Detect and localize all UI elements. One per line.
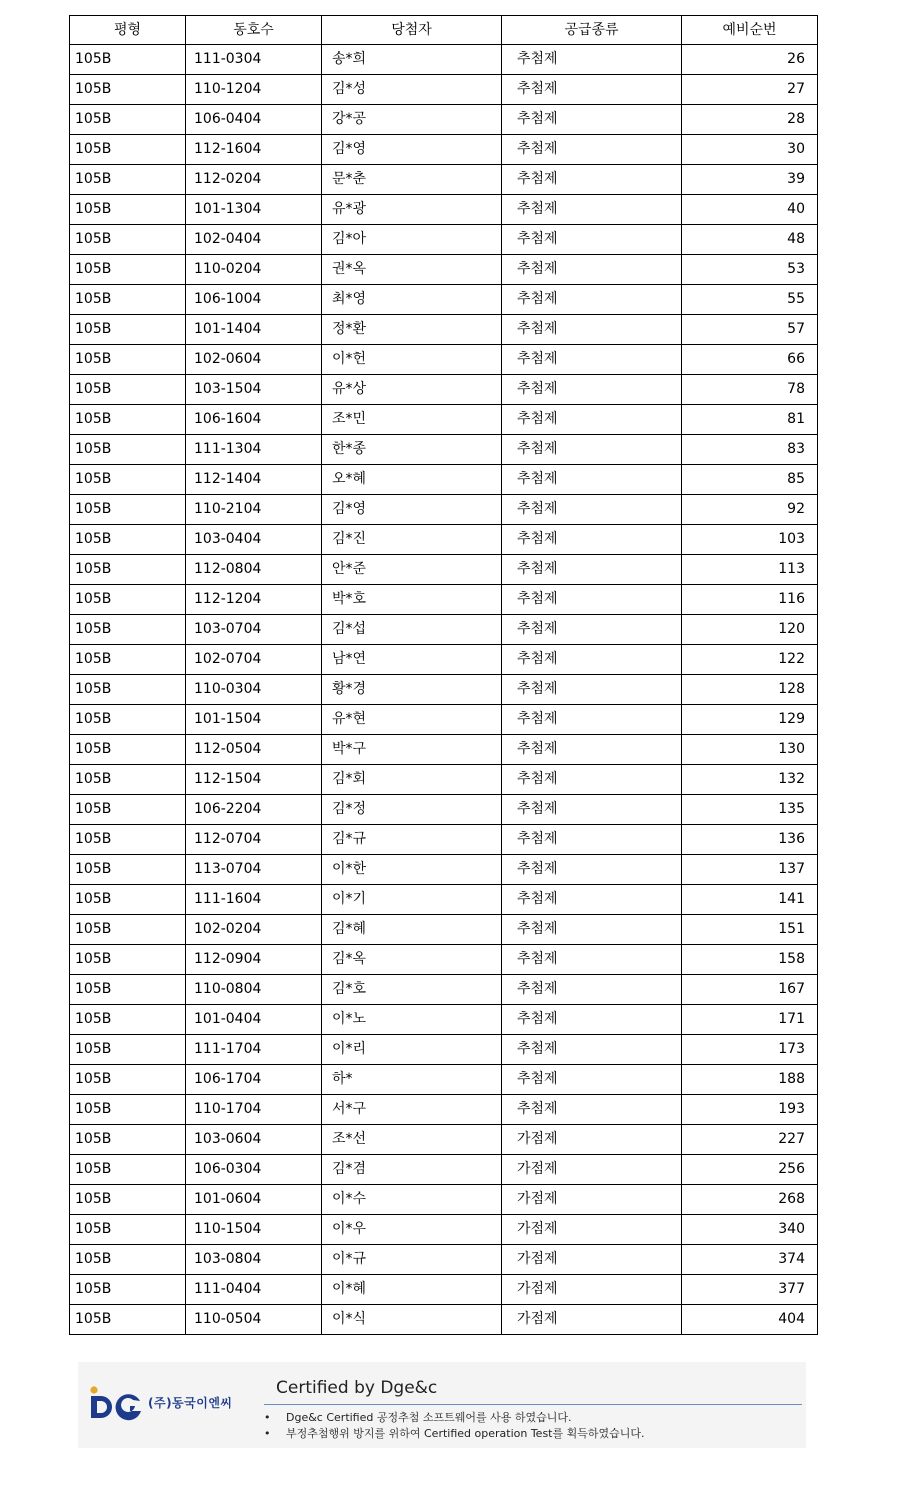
cell-reserve-order: 26	[682, 45, 818, 75]
cell-supply-type: 가점제	[502, 1185, 682, 1215]
table-row	[70, 135, 818, 165]
cell-unit-number: 112-1204	[186, 585, 322, 615]
cell-reserve-order: 122	[682, 645, 818, 675]
cell-unit-number: 112-1604	[186, 135, 322, 165]
cell-winner: 박*구	[322, 735, 502, 765]
winner-list-table	[69, 15, 818, 1335]
table-row	[70, 1155, 818, 1185]
cell-supply-type: 추첨제	[502, 75, 682, 105]
cell-unit-number: 106-1704	[186, 1065, 322, 1095]
table-row	[70, 195, 818, 225]
cell-winner: 문*춘	[322, 165, 502, 195]
certification-notes	[264, 1410, 645, 1442]
cell-winner: 오*혜	[322, 465, 502, 495]
cell-winner: 김*혜	[322, 915, 502, 945]
table-row	[70, 1095, 818, 1125]
cell-reserve-order: 256	[682, 1155, 818, 1185]
cell-supply-type: 추첨제	[502, 1065, 682, 1095]
cell-unit-number: 110-1704	[186, 1095, 322, 1125]
cell-size-type: 105B	[70, 135, 186, 165]
cell-winner: 이*헌	[322, 345, 502, 375]
table-row	[70, 675, 818, 705]
cell-winner: 김*회	[322, 765, 502, 795]
cell-supply-type: 추첨제	[502, 675, 682, 705]
cell-unit-number: 102-0704	[186, 645, 322, 675]
cell-reserve-order: 27	[682, 75, 818, 105]
cell-size-type: 105B	[70, 1305, 186, 1335]
table-row	[70, 375, 818, 405]
cell-reserve-order: 227	[682, 1125, 818, 1155]
cell-unit-number: 103-1504	[186, 375, 322, 405]
table-row	[70, 735, 818, 765]
cell-unit-number: 112-0804	[186, 555, 322, 585]
cell-winner: 김*진	[322, 525, 502, 555]
cell-winner: 김*섭	[322, 615, 502, 645]
table-row	[70, 645, 818, 675]
table-row	[70, 855, 818, 885]
cell-unit-number: 111-1304	[186, 435, 322, 465]
certification-note: • 부정추첨행위 방지를 위하여 Certified operation Test를 획득하였습니다.	[264, 1426, 645, 1442]
cell-winner: 이*리	[322, 1035, 502, 1065]
cell-winner: 김*아	[322, 225, 502, 255]
cell-supply-type: 추첨제	[502, 885, 682, 915]
cell-reserve-order: 136	[682, 825, 818, 855]
cell-size-type: 105B	[70, 885, 186, 915]
table-row	[70, 825, 818, 855]
table-row	[70, 915, 818, 945]
cell-unit-number: 103-0604	[186, 1125, 322, 1155]
cell-size-type: 105B	[70, 735, 186, 765]
cell-size-type: 105B	[70, 375, 186, 405]
cell-size-type: 105B	[70, 45, 186, 75]
cell-size-type: 105B	[70, 285, 186, 315]
cell-unit-number: 112-1504	[186, 765, 322, 795]
cell-supply-type: 추첨제	[502, 315, 682, 345]
company-logo	[88, 1382, 233, 1422]
certification-note: • Dge&c Certified 공정추첨 소프트웨어를 사용 하였습니다.	[264, 1410, 645, 1426]
company-name: (주)동국이엔씨	[148, 1395, 233, 1410]
header-cell-size-type: 평형	[70, 16, 186, 45]
cell-reserve-order: 340	[682, 1215, 818, 1245]
cell-unit-number: 112-1404	[186, 465, 322, 495]
cell-size-type: 105B	[70, 705, 186, 735]
cell-unit-number: 102-0404	[186, 225, 322, 255]
cell-winner: 유*광	[322, 195, 502, 225]
cell-size-type: 105B	[70, 855, 186, 885]
cell-reserve-order: 28	[682, 105, 818, 135]
cell-size-type: 105B	[70, 225, 186, 255]
cell-size-type: 105B	[70, 1275, 186, 1305]
cell-unit-number: 103-0404	[186, 525, 322, 555]
table-row	[70, 315, 818, 345]
cell-winner: 이*규	[322, 1245, 502, 1275]
cell-reserve-order: 141	[682, 885, 818, 915]
cell-winner: 송*희	[322, 45, 502, 75]
cell-unit-number: 112-0504	[186, 735, 322, 765]
cell-winner: 한*종	[322, 435, 502, 465]
cell-supply-type: 가점제	[502, 1215, 682, 1245]
cell-reserve-order: 137	[682, 855, 818, 885]
cell-unit-number: 110-0304	[186, 675, 322, 705]
cell-unit-number: 103-0804	[186, 1245, 322, 1275]
table-row	[70, 285, 818, 315]
cell-supply-type: 추첨제	[502, 405, 682, 435]
cell-reserve-order: 30	[682, 135, 818, 165]
cell-size-type: 105B	[70, 105, 186, 135]
table-row	[70, 45, 818, 75]
cell-winner: 이*수	[322, 1185, 502, 1215]
table-row	[70, 1245, 818, 1275]
certification-panel	[78, 1362, 806, 1448]
cell-size-type: 105B	[70, 435, 186, 465]
certification-title: Certified by Dge&c	[276, 1378, 438, 1398]
table-row	[70, 405, 818, 435]
cell-reserve-order: 92	[682, 495, 818, 525]
cell-supply-type: 가점제	[502, 1245, 682, 1275]
cell-supply-type: 추첨제	[502, 225, 682, 255]
table-row	[70, 1305, 818, 1335]
cell-reserve-order: 268	[682, 1185, 818, 1215]
table-row	[70, 345, 818, 375]
cell-size-type: 105B	[70, 975, 186, 1005]
cell-supply-type: 추첨제	[502, 975, 682, 1005]
cell-winner: 이*한	[322, 855, 502, 885]
table-row	[70, 1065, 818, 1095]
cell-size-type: 105B	[70, 195, 186, 225]
cell-size-type: 105B	[70, 75, 186, 105]
cell-size-type: 105B	[70, 765, 186, 795]
table-row	[70, 765, 818, 795]
cell-size-type: 105B	[70, 1215, 186, 1245]
cell-winner: 이*노	[322, 1005, 502, 1035]
cell-winner: 김*겸	[322, 1155, 502, 1185]
table-row	[70, 1185, 818, 1215]
cell-supply-type: 추첨제	[502, 615, 682, 645]
cell-size-type: 105B	[70, 945, 186, 975]
cell-winner: 김*호	[322, 975, 502, 1005]
cell-supply-type: 추첨제	[502, 255, 682, 285]
cell-reserve-order: 53	[682, 255, 818, 285]
cell-unit-number: 106-1604	[186, 405, 322, 435]
cell-supply-type: 추첨제	[502, 435, 682, 465]
cell-unit-number: 101-0604	[186, 1185, 322, 1215]
cell-winner: 이*우	[322, 1215, 502, 1245]
cell-reserve-order: 66	[682, 345, 818, 375]
table-row	[70, 165, 818, 195]
cell-size-type: 105B	[70, 345, 186, 375]
table-row	[70, 555, 818, 585]
cell-unit-number: 111-1704	[186, 1035, 322, 1065]
cell-reserve-order: 83	[682, 435, 818, 465]
cell-winner: 박*호	[322, 585, 502, 615]
cell-winner: 권*옥	[322, 255, 502, 285]
cell-winner: 하*	[322, 1065, 502, 1095]
table-header	[70, 16, 818, 45]
cell-supply-type: 추첨제	[502, 735, 682, 765]
table-row	[70, 795, 818, 825]
cell-unit-number: 111-0304	[186, 45, 322, 75]
table-body	[70, 45, 818, 1335]
cell-winner: 황*경	[322, 675, 502, 705]
cell-reserve-order: 48	[682, 225, 818, 255]
header-row	[70, 16, 818, 45]
cell-size-type: 105B	[70, 405, 186, 435]
table-row	[70, 105, 818, 135]
cell-reserve-order: 377	[682, 1275, 818, 1305]
cell-winner: 김*성	[322, 75, 502, 105]
table-row	[70, 465, 818, 495]
cell-winner: 이*식	[322, 1305, 502, 1335]
cell-reserve-order: 55	[682, 285, 818, 315]
cell-supply-type: 추첨제	[502, 165, 682, 195]
cell-supply-type: 추첨제	[502, 465, 682, 495]
cell-supply-type: 추첨제	[502, 1095, 682, 1125]
cell-size-type: 105B	[70, 1035, 186, 1065]
cell-supply-type: 가점제	[502, 1275, 682, 1305]
cell-reserve-order: 188	[682, 1065, 818, 1095]
cell-size-type: 105B	[70, 525, 186, 555]
cell-unit-number: 111-1604	[186, 885, 322, 915]
cell-winner: 강*공	[322, 105, 502, 135]
cell-size-type: 105B	[70, 165, 186, 195]
table-row	[70, 1275, 818, 1305]
cell-size-type: 105B	[70, 255, 186, 285]
cell-unit-number: 106-1004	[186, 285, 322, 315]
cell-winner: 유*상	[322, 375, 502, 405]
cell-reserve-order: 120	[682, 615, 818, 645]
cell-supply-type: 추첨제	[502, 705, 682, 735]
cell-unit-number: 110-2104	[186, 495, 322, 525]
cell-winner: 이*기	[322, 885, 502, 915]
table-row	[70, 705, 818, 735]
cell-reserve-order: 151	[682, 915, 818, 945]
table-row	[70, 1215, 818, 1245]
cell-size-type: 105B	[70, 465, 186, 495]
cell-winner: 조*선	[322, 1125, 502, 1155]
cell-unit-number: 101-0404	[186, 1005, 322, 1035]
cell-reserve-order: 374	[682, 1245, 818, 1275]
cell-size-type: 105B	[70, 645, 186, 675]
header-cell-winner: 당첨자	[322, 16, 502, 45]
cell-size-type: 105B	[70, 1155, 186, 1185]
cell-size-type: 105B	[70, 1245, 186, 1275]
cell-winner: 김*정	[322, 795, 502, 825]
cell-supply-type: 추첨제	[502, 855, 682, 885]
cell-reserve-order: 158	[682, 945, 818, 975]
cell-unit-number: 102-0204	[186, 915, 322, 945]
cell-size-type: 105B	[70, 1095, 186, 1125]
cell-unit-number: 106-2204	[186, 795, 322, 825]
cell-reserve-order: 57	[682, 315, 818, 345]
cell-reserve-order: 103	[682, 525, 818, 555]
cell-reserve-order: 78	[682, 375, 818, 405]
table-row	[70, 885, 818, 915]
table-row	[70, 225, 818, 255]
cell-size-type: 105B	[70, 615, 186, 645]
cell-unit-number: 111-0404	[186, 1275, 322, 1305]
cell-size-type: 105B	[70, 495, 186, 525]
cell-supply-type: 가점제	[502, 1125, 682, 1155]
cell-supply-type: 추첨제	[502, 45, 682, 75]
header-cell-reserve-order: 예비순번	[682, 16, 818, 45]
cell-supply-type: 가점제	[502, 1155, 682, 1185]
cell-size-type: 105B	[70, 795, 186, 825]
cell-supply-type: 추첨제	[502, 135, 682, 165]
cell-unit-number: 102-0604	[186, 345, 322, 375]
cell-supply-type: 추첨제	[502, 765, 682, 795]
cell-supply-type: 추첨제	[502, 375, 682, 405]
cell-unit-number: 103-0704	[186, 615, 322, 645]
cell-winner: 남*연	[322, 645, 502, 675]
cell-unit-number: 110-1504	[186, 1215, 322, 1245]
cell-winner: 김*규	[322, 825, 502, 855]
cell-supply-type: 추첨제	[502, 645, 682, 675]
table-row	[70, 525, 818, 555]
cell-reserve-order: 167	[682, 975, 818, 1005]
cell-winner: 안*준	[322, 555, 502, 585]
cell-reserve-order: 128	[682, 675, 818, 705]
table-row	[70, 75, 818, 105]
cell-size-type: 105B	[70, 1005, 186, 1035]
cell-reserve-order: 129	[682, 705, 818, 735]
cell-reserve-order: 113	[682, 555, 818, 585]
table-row	[70, 255, 818, 285]
cell-supply-type: 추첨제	[502, 1035, 682, 1065]
cell-size-type: 105B	[70, 915, 186, 945]
table-row	[70, 495, 818, 525]
cell-reserve-order: 39	[682, 165, 818, 195]
cell-size-type: 105B	[70, 1065, 186, 1095]
cell-winner: 김*영	[322, 495, 502, 525]
cell-supply-type: 추첨제	[502, 915, 682, 945]
header-cell-unit-number: 동호수	[186, 16, 322, 45]
cell-winner: 서*구	[322, 1095, 502, 1125]
cell-winner: 김*영	[322, 135, 502, 165]
cell-reserve-order: 135	[682, 795, 818, 825]
cell-winner: 정*환	[322, 315, 502, 345]
cell-unit-number: 112-0704	[186, 825, 322, 855]
table-row	[70, 1035, 818, 1065]
table-row	[70, 435, 818, 465]
cell-supply-type: 추첨제	[502, 495, 682, 525]
cell-reserve-order: 81	[682, 405, 818, 435]
cell-size-type: 105B	[70, 825, 186, 855]
table-row	[70, 585, 818, 615]
cell-size-type: 105B	[70, 1185, 186, 1215]
cell-supply-type: 추첨제	[502, 945, 682, 975]
cell-size-type: 105B	[70, 555, 186, 585]
cell-unit-number: 106-0404	[186, 105, 322, 135]
cell-supply-type: 추첨제	[502, 795, 682, 825]
cell-supply-type: 가점제	[502, 1305, 682, 1335]
table-row	[70, 975, 818, 1005]
cell-supply-type: 추첨제	[502, 1005, 682, 1035]
cell-unit-number: 113-0704	[186, 855, 322, 885]
cell-size-type: 105B	[70, 315, 186, 345]
cell-reserve-order: 85	[682, 465, 818, 495]
cell-unit-number: 110-1204	[186, 75, 322, 105]
cell-supply-type: 추첨제	[502, 105, 682, 135]
cell-winner: 유*현	[322, 705, 502, 735]
cell-winner: 최*영	[322, 285, 502, 315]
cell-reserve-order: 404	[682, 1305, 818, 1335]
cell-reserve-order: 116	[682, 585, 818, 615]
cell-size-type: 105B	[70, 1125, 186, 1155]
header-cell-supply-type: 공급종류	[502, 16, 682, 45]
cell-unit-number: 112-0904	[186, 945, 322, 975]
cell-winner: 김*옥	[322, 945, 502, 975]
cell-supply-type: 추첨제	[502, 195, 682, 225]
cell-supply-type: 추첨제	[502, 555, 682, 585]
cell-supply-type: 추첨제	[502, 585, 682, 615]
divider	[264, 1404, 802, 1405]
table-row	[70, 615, 818, 645]
table-row	[70, 1005, 818, 1035]
cell-unit-number: 101-1404	[186, 315, 322, 345]
cell-reserve-order: 171	[682, 1005, 818, 1035]
cell-winner: 이*혜	[322, 1275, 502, 1305]
cell-unit-number: 101-1304	[186, 195, 322, 225]
cell-unit-number: 101-1504	[186, 705, 322, 735]
cell-reserve-order: 40	[682, 195, 818, 225]
cell-reserve-order: 173	[682, 1035, 818, 1065]
cell-unit-number: 110-0504	[186, 1305, 322, 1335]
cell-winner: 조*민	[322, 405, 502, 435]
cell-size-type: 105B	[70, 585, 186, 615]
cell-unit-number: 112-0204	[186, 165, 322, 195]
cell-supply-type: 추첨제	[502, 525, 682, 555]
cell-unit-number: 110-0204	[186, 255, 322, 285]
table-row	[70, 945, 818, 975]
cell-unit-number: 106-0304	[186, 1155, 322, 1185]
cell-supply-type: 추첨제	[502, 825, 682, 855]
dge-logo-icon	[88, 1382, 146, 1422]
cell-unit-number: 110-0804	[186, 975, 322, 1005]
cell-reserve-order: 132	[682, 765, 818, 795]
cell-size-type: 105B	[70, 675, 186, 705]
cell-reserve-order: 130	[682, 735, 818, 765]
cell-reserve-order: 193	[682, 1095, 818, 1125]
cell-supply-type: 추첨제	[502, 345, 682, 375]
table-row	[70, 1125, 818, 1155]
cell-supply-type: 추첨제	[502, 285, 682, 315]
